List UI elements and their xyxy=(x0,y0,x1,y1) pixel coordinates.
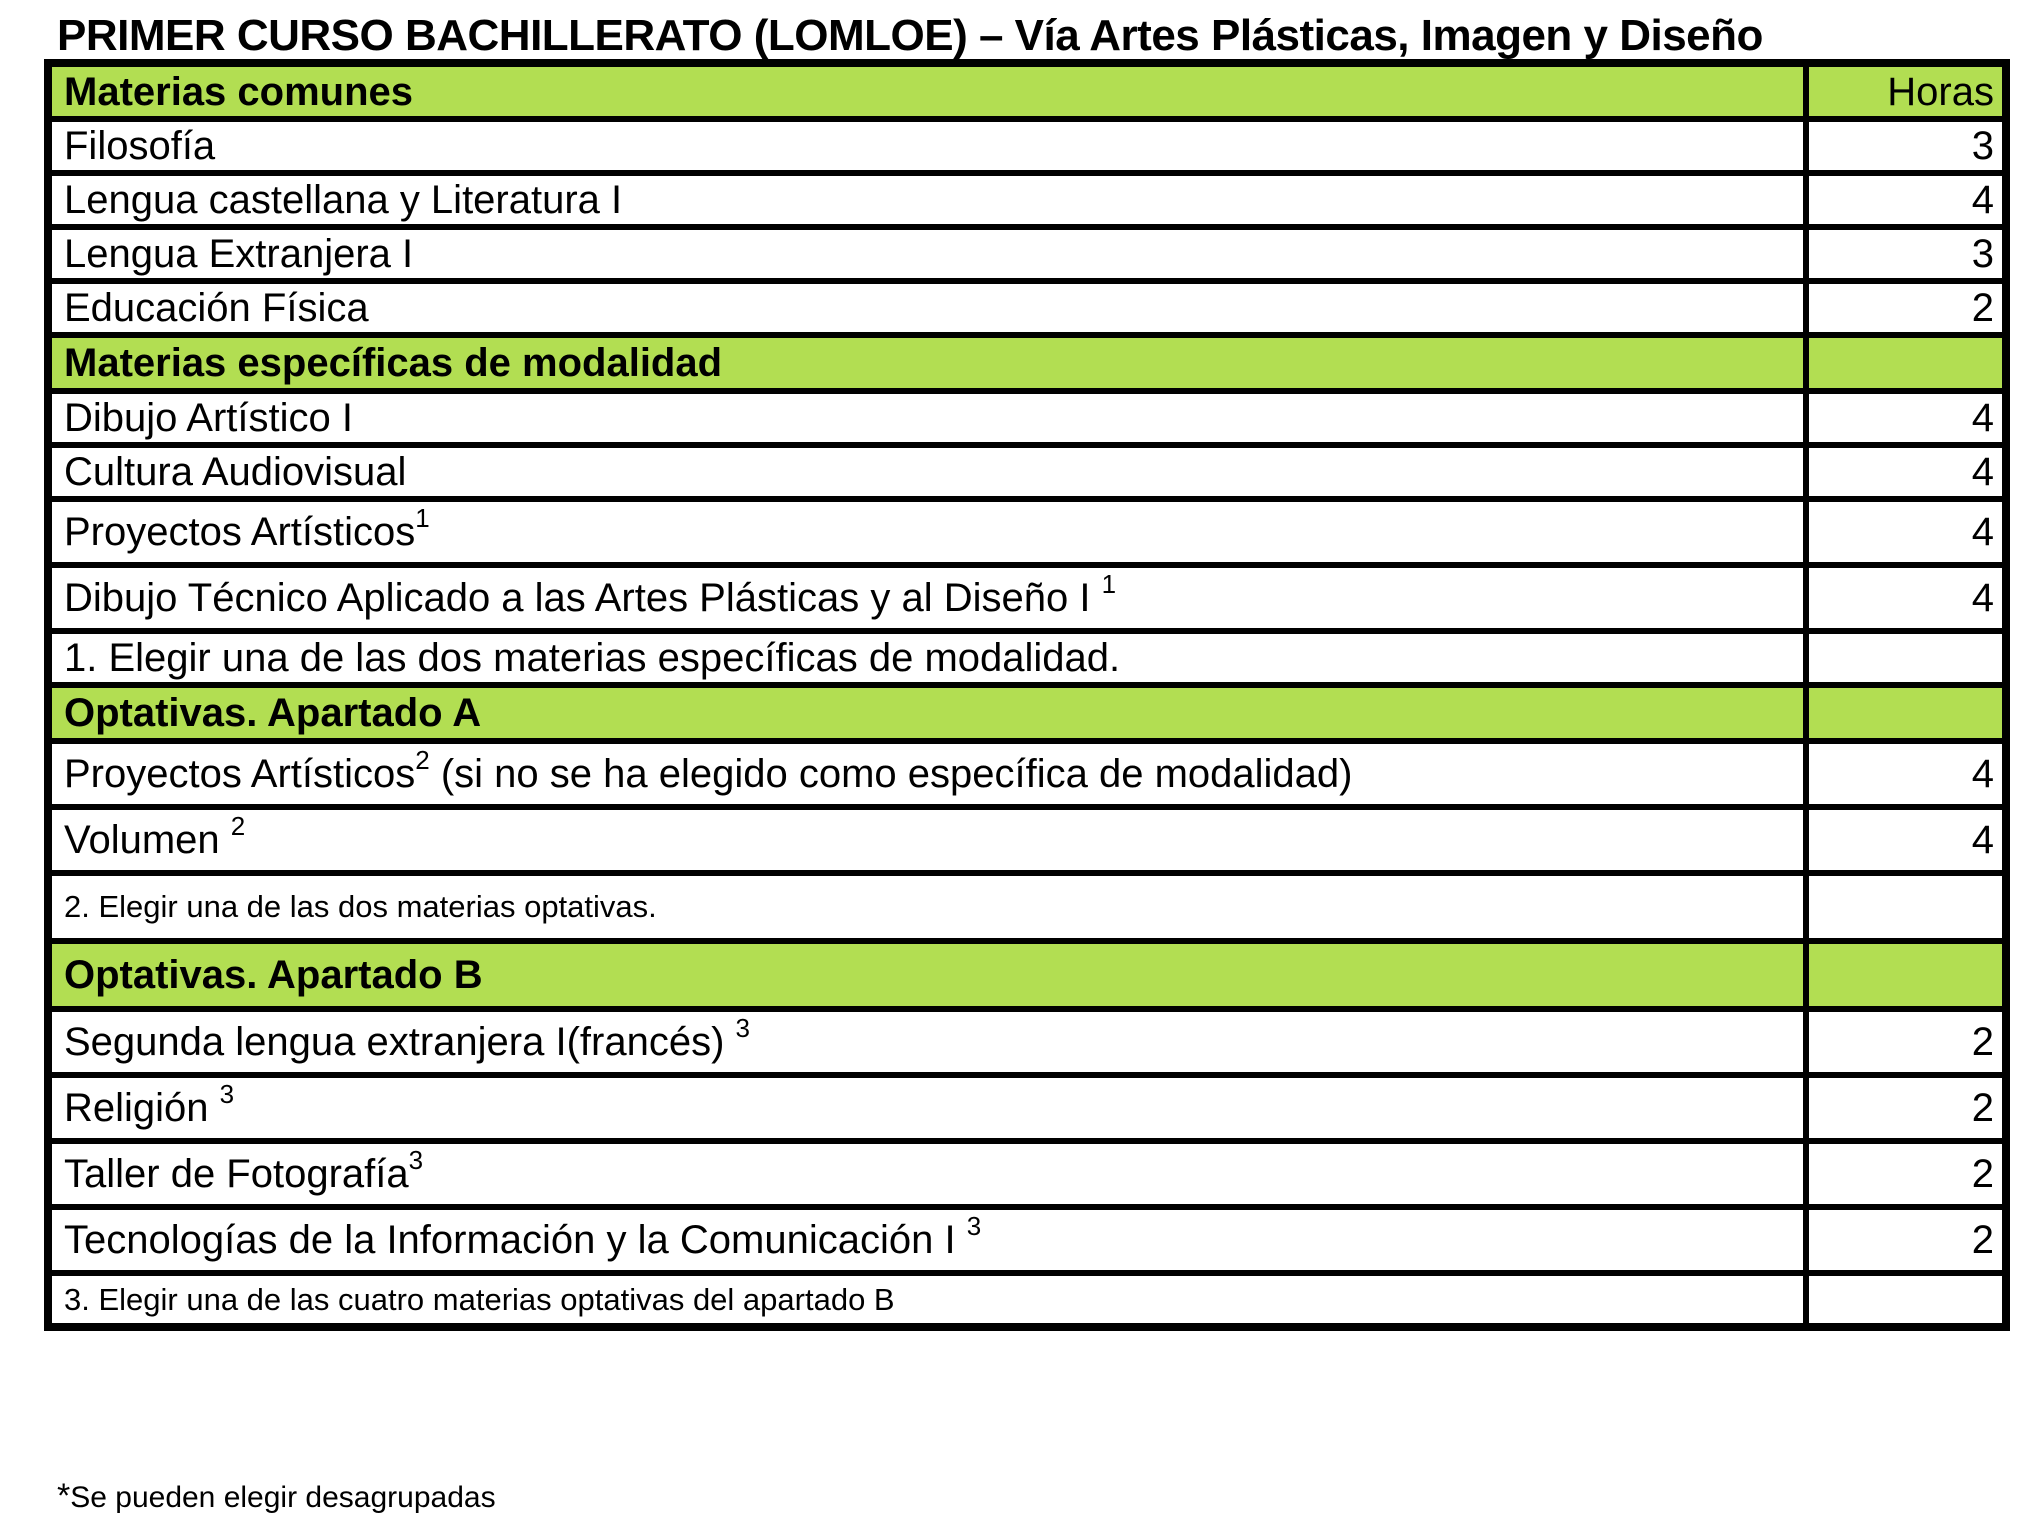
subject-name: Cultura Audiovisual xyxy=(48,445,1806,499)
section-title: Materias comunes xyxy=(48,63,1806,119)
subject-hours: 2 xyxy=(1806,1009,2006,1075)
section-header-optativas-b xyxy=(48,941,2006,1009)
subject-cell xyxy=(48,499,1806,565)
note-hours-empty xyxy=(1806,631,2006,685)
section-header-especificas xyxy=(48,335,2006,391)
subject-hours: 2 xyxy=(1806,1207,2006,1273)
hours-column-header: Horas xyxy=(1806,63,2006,119)
section-header-optativas-a xyxy=(48,685,2006,741)
table-row xyxy=(48,1207,2006,1273)
note-hours-empty xyxy=(1806,873,2006,941)
table-row xyxy=(48,807,2006,873)
footnote xyxy=(57,1476,496,1518)
subject-name: Segunda lengua extranjera I(francés) xyxy=(64,1020,736,1064)
note-text: 2. Elegir una de las dos materias optativas. xyxy=(48,873,1806,941)
footnote-marker: 3 xyxy=(966,1210,982,1241)
footnote-marker: 1 xyxy=(415,502,430,533)
subject-hours: 4 xyxy=(1806,565,2006,631)
subject-note: (si no se ha elegido como específica de modalidad) xyxy=(429,752,1353,796)
note-hours-empty xyxy=(1806,1273,2006,1327)
table-row xyxy=(48,499,2006,565)
table-row xyxy=(48,445,2006,499)
table-row xyxy=(48,1009,2006,1075)
subject-cell xyxy=(48,1009,1806,1075)
page-title: PRIMER CURSO BACHILLERATO (LOMLOE) – Vía Artes Plásticas, Imagen y Diseño xyxy=(57,11,1763,60)
subject-name: Taller de Fotografía xyxy=(64,1152,409,1196)
subject-name: Educación Física xyxy=(48,281,1806,335)
subject-hours: 2 xyxy=(1806,1141,2006,1207)
subject-name: Proyectos Artísticos xyxy=(64,510,416,554)
subject-hours: 4 xyxy=(1806,499,2006,565)
note-text: 3. Elegir una de las cuatro materias optativas del apartado B xyxy=(48,1273,1806,1327)
subject-hours: 4 xyxy=(1806,173,2006,227)
table-row xyxy=(48,173,2006,227)
subject-name: Filosofía xyxy=(48,119,1806,173)
subject-hours: 4 xyxy=(1806,741,2006,807)
subject-hours: 4 xyxy=(1806,391,2006,445)
subject-name: Lengua castellana y Literatura I xyxy=(48,173,1806,227)
subject-cell xyxy=(48,565,1806,631)
footnote-marker: 3 xyxy=(735,1012,750,1043)
subject-name: Dibujo Artístico I xyxy=(48,391,1806,445)
table-row xyxy=(48,1141,2006,1207)
footnote-text: Se pueden elegir desagrupadas xyxy=(70,1481,496,1514)
section-hours-empty xyxy=(1806,335,2006,391)
subject-name: Proyectos Artísticos xyxy=(64,752,416,796)
subject-cell xyxy=(48,1075,1806,1141)
subject-hours: 4 xyxy=(1806,445,2006,499)
subject-hours: 4 xyxy=(1806,807,2006,873)
subject-hours: 3 xyxy=(1806,227,2006,281)
subject-name: Volumen xyxy=(64,818,231,862)
section-hours-empty xyxy=(1806,941,2006,1009)
subject-name: Lengua Extranjera I xyxy=(48,227,1806,281)
table-row xyxy=(48,565,2006,631)
subject-hours: 2 xyxy=(1806,281,2006,335)
section-hours-empty xyxy=(1806,685,2006,741)
section-title: Materias específicas de modalidad xyxy=(48,335,1806,391)
table-row xyxy=(48,281,2006,335)
subject-cell xyxy=(48,1207,1806,1273)
note-row xyxy=(48,1273,2006,1327)
table-row xyxy=(48,391,2006,445)
footnote-marker: 2 xyxy=(230,810,246,841)
note-text: 1. Elegir una de las dos materias específicas de modalidad. xyxy=(48,631,1806,685)
subject-name: Dibujo Técnico Aplicado a las Artes Plásticas y al Diseño I xyxy=(64,576,1102,620)
note-row xyxy=(48,631,2006,685)
subject-cell xyxy=(48,741,1806,807)
footnote-star: * xyxy=(57,1477,71,1515)
section-header-comunes xyxy=(48,63,2006,119)
table-row xyxy=(48,1075,2006,1141)
subject-cell xyxy=(48,1141,1806,1207)
subjects-table xyxy=(44,59,2010,1331)
table-row xyxy=(48,741,2006,807)
subject-cell xyxy=(48,807,1806,873)
footnote-marker: 3 xyxy=(408,1144,424,1175)
footnote-marker: 1 xyxy=(1101,568,1117,599)
note-row xyxy=(48,873,2006,941)
footnote-marker: 2 xyxy=(415,744,430,775)
table-row xyxy=(48,119,2006,173)
footnote-marker: 3 xyxy=(219,1078,235,1109)
subject-name: Religión xyxy=(64,1086,220,1130)
subject-hours: 2 xyxy=(1806,1075,2006,1141)
subject-name: Tecnologías de la Información y la Comunicación I xyxy=(64,1218,967,1262)
section-title: Optativas. Apartado B xyxy=(48,941,1806,1009)
section-title: Optativas. Apartado A xyxy=(48,685,1806,741)
table-row xyxy=(48,227,2006,281)
subject-hours: 3 xyxy=(1806,119,2006,173)
